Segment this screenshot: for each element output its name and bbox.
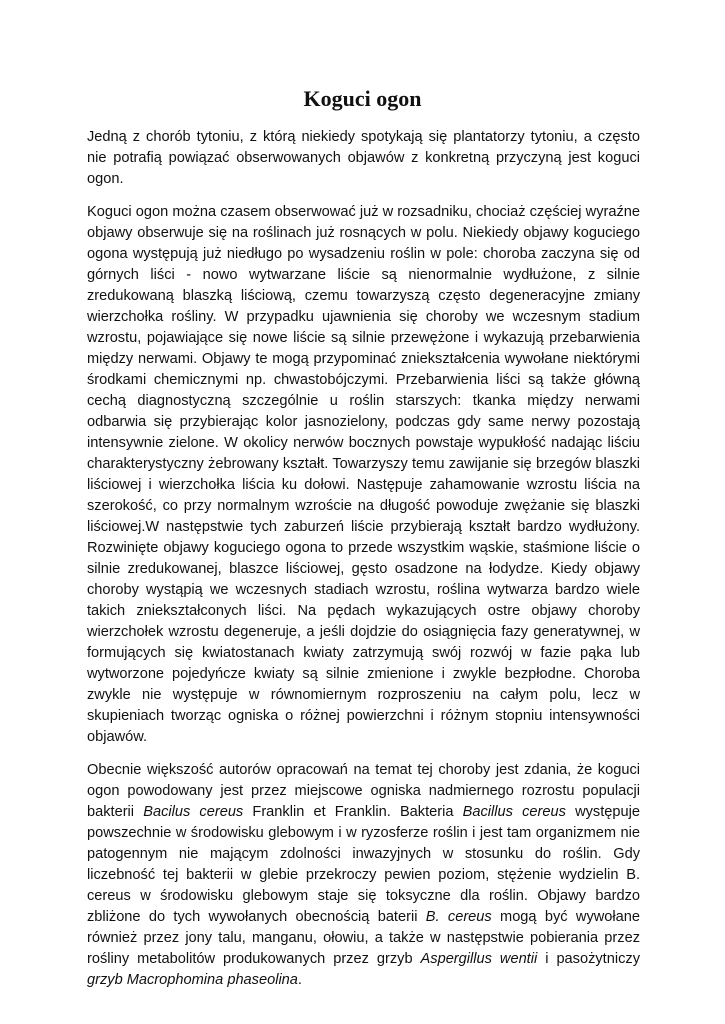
paragraph-text-segment: mogą być wywołane również przez jony talu, manganu, ołowiu, a także w następstwie pobierania przez rośliny metabolitów produkowanych przez grzyb — [87, 909, 640, 967]
paragraph-text-segment: i pasożytniczy — [537, 951, 640, 967]
species-name: Bacilus cereus — [143, 804, 244, 820]
species-name: B. cereus — [425, 909, 492, 925]
paragraph-text-segment: . — [297, 972, 302, 988]
species-name: Aspergillus wentii — [420, 951, 538, 967]
paragraph-text-segment: Franklin et Franklin. Bakteria — [243, 804, 463, 820]
paragraph-cause — [87, 760, 640, 991]
paragraph-symptoms: Koguci ogon można czasem obserwować już w rozsadniku, chociaż częściej wyraźne objawy obserwuje się na roślinach już rosnących w polu. Niekiedy objawy koguciego ogona występują już niedługo po wysadzeniu roślin w pole: choroba zaczyna się od górnych liści - nowo wytwarzane liście są nienormalnie wydłużone, z silnie zredukowaną blaszką liściową, czemu towarzyszą często degeneracyjne zmiany wierzchołka rośliny. W przypadku ujawnienia się choroby we wczesnym stadium wzrostu, pojawiające się nowe liście są silnie przewężone i wykazują przebarwienia między nerwami. Objawy te mogą przypominać zniekształcenia wywołane niektórymi środkami chemicznymi np. chwastobójczymi. Przebarwienia liści są także główną cechą diagnostyczną szczególnie u roślin starszych: tkanka między nerwami odbarwia się przybierając kolor jasnozielony, podczas gdy same nerwy pozostają intensywnie zielone. W okolicy nerwów bocznych powstaje wypukłość nadając liściu charakterystyczny żebrowany kształt. Towarzyszy temu zawijanie się brzegów blaszki liściowej i wierzchołka liścia ku dołowi. Następuje zahamowanie wzrostu liścia na szerokość, co przy normalnym wzroście na długość powoduje zwężanie się blaszki liściowej.W następstwie tych zaburzeń liście przybierają kształt bardzo wydłużony. Rozwinięte objawy koguciego ogona to przede wszystkim wąskie, staśmione liście o silnie zredukowanej, blaszce liściowej, gęsto osadzone na łodydze. Kiedy objawy choroby wystąpią we wczesnych stadiach wzrostu, roślina wytwarza bardzo wiele takich zniekształconych liści. Na pędach wykazujących ostre objawy choroby wierzchołek wzrostu degeneruje, a jeśli dojdzie do osiągnięcia fazy generatywnej, w formujących się kwiatostanach kwiaty zatrzymują swój rozwój w fazie pąka lub wytworzone pojedyńcze kwiaty są silnie zmienione i zwykle bezpłodne. Choroba zwykle nie występuje w równomiernym rozproszeniu na całym polu, lecz w skupieniach tworząc ogniska o różnej powierzchni i różnym stopniu intensywności objawów. — [87, 204, 640, 745]
document-body — [87, 127, 640, 1001]
paragraph-text-segment: występuje powszechnie w środowisku glebowym i w ryzosferze roślin i jest tam organizmem nie patogennym nie mającym zdolności inwazyjnych w stosunku do roślin. Gdy liczebność tej bakterii w glebie przekroczy pewien poziom, stężenie wydzielin B. cereus w środowisku glebowym staje się toksyczne dla roślin. Objawy bardzo zbliżone do tych wywołanych obecnością baterii — [87, 804, 640, 925]
species-name: grzyb Macrophomina phaseolina — [87, 972, 298, 988]
paragraph-intro: Jedną z chorób tytoniu, z którą niekiedy spotykają się plantatorzy tytoniu, a często nie potrafią powiązać obserwowanych objawów z konkretną przyczyną jest koguci ogon. — [87, 129, 640, 187]
document-title: Koguci ogon — [303, 86, 422, 111]
species-name: Bacillus cereus — [462, 804, 566, 820]
paragraph-text-segment: Obecnie większość autorów opracowań na temat tej choroby jest zdania, że koguci ogon powodowany jest przez miejscowe ogniska nadmiernego rozrostu populacji bakterii — [87, 762, 640, 820]
